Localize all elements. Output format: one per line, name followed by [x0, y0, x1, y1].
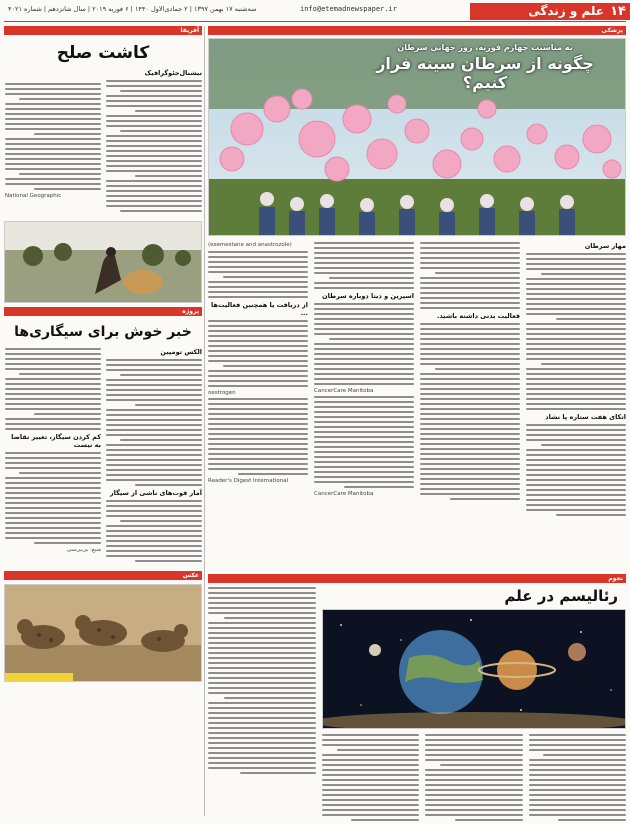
planting-photo-graphic — [4, 222, 201, 302]
subhead-b: فعالیت بدنی داشته باشید. — [436, 312, 520, 320]
body-text — [5, 452, 101, 544]
headline-breast-cancer: چگونه از سرطان سینه فرار کنیم؟ — [376, 54, 594, 92]
headline-peace: کاشت صلح — [56, 43, 150, 63]
section-label-project: پروژه — [4, 307, 202, 316]
bottom-side — [208, 587, 316, 824]
body-text — [106, 80, 202, 212]
main-col-1 — [526, 242, 626, 570]
body-text — [420, 323, 520, 500]
subhead-natgeo: نیشنال‌جئوگرافیک — [144, 69, 202, 77]
source-natgeo: National Geographic — [5, 193, 62, 199]
planets-graphic — [322, 610, 625, 728]
body-text — [526, 424, 626, 516]
subhead-a: اتکای هفت ستاره پا نشاد — [545, 413, 626, 421]
subhead-deaths: آمار فوت‌های ناشی از سیگار — [109, 489, 202, 497]
body-text — [420, 242, 520, 309]
photo-planets — [322, 609, 626, 729]
subhead-author: الکس تومپین — [160, 348, 202, 356]
body-text — [314, 396, 414, 488]
body-text — [208, 320, 308, 387]
photo-planting — [4, 221, 202, 303]
section-title: علم و زندگی — [528, 4, 604, 18]
subhead-d: از دریافت یا همچنین فعالیت‌ها ... — [211, 301, 308, 317]
section-label-africa: آفریقا — [4, 26, 202, 35]
body-text — [106, 359, 202, 486]
body-text — [314, 242, 414, 289]
section-label-medical: پزشکی — [208, 26, 626, 35]
left-column — [4, 26, 202, 816]
body-text — [322, 734, 419, 824]
main-area — [208, 26, 626, 816]
body-text — [425, 734, 522, 824]
section-label-photo: عکس — [4, 571, 202, 580]
main-col-3 — [314, 242, 414, 570]
body-text — [208, 587, 316, 774]
body-text — [529, 734, 626, 824]
headline-smokers: خبر خوش برای سیگاری‌ها — [14, 324, 192, 340]
source-cancercare: CancerCare Manitoba — [314, 388, 374, 394]
body-text — [208, 251, 308, 298]
body-text — [314, 303, 414, 385]
photo-balloons — [208, 38, 626, 236]
main-col-2 — [420, 242, 520, 570]
page-header — [0, 0, 630, 22]
subhead-c: اسپرین و دیتا دوباره سرطان — [322, 292, 414, 300]
body-text — [526, 253, 626, 410]
source-readers-digest: Reader's Digest International — [208, 478, 289, 484]
source-bbc: منبع: بی‌بی‌سی — [66, 547, 101, 553]
photo-hyenas — [4, 584, 202, 682]
bottom-main — [322, 587, 626, 824]
dateline: سه‌شنبه ۱۷ بهمن ۱۳۹۷ | ۲ جمادی‌الاول ۱۴۴۰ | ۶ فوریه ۲۰۱۹ | سال شانزدهم | شماره ۴۰۲۱ — [8, 5, 257, 13]
source-oestrogen: oestrogen — [208, 390, 236, 396]
body-text — [106, 500, 202, 562]
subhead-cut: کم کردن سیگار، تغییر تقاضا به نیست — [11, 433, 101, 449]
source-exemestane: (exemestane and anastrozole) — [208, 242, 292, 248]
source-cancercare-2: CancerCare Manitoba — [314, 491, 374, 497]
header-rule — [4, 21, 626, 22]
page-number: ۱۴ — [610, 4, 626, 19]
column-divider — [204, 26, 205, 816]
main-col-4 — [208, 242, 308, 570]
body-text — [5, 348, 101, 430]
section-label-astronomy: نجوم — [208, 574, 626, 583]
body-text — [208, 398, 308, 475]
hyenas-photo-graphic — [4, 585, 201, 681]
body-text — [5, 83, 101, 190]
contact-email[interactable]: info@etemadnewspaper.ir — [300, 5, 397, 13]
kicker: به مناسبت چهارم فوریه، روز جهانی سرطان — [397, 43, 573, 52]
headline-realism: رئالیسم در علم — [504, 587, 618, 605]
byline: مهار سرطان — [584, 242, 626, 250]
